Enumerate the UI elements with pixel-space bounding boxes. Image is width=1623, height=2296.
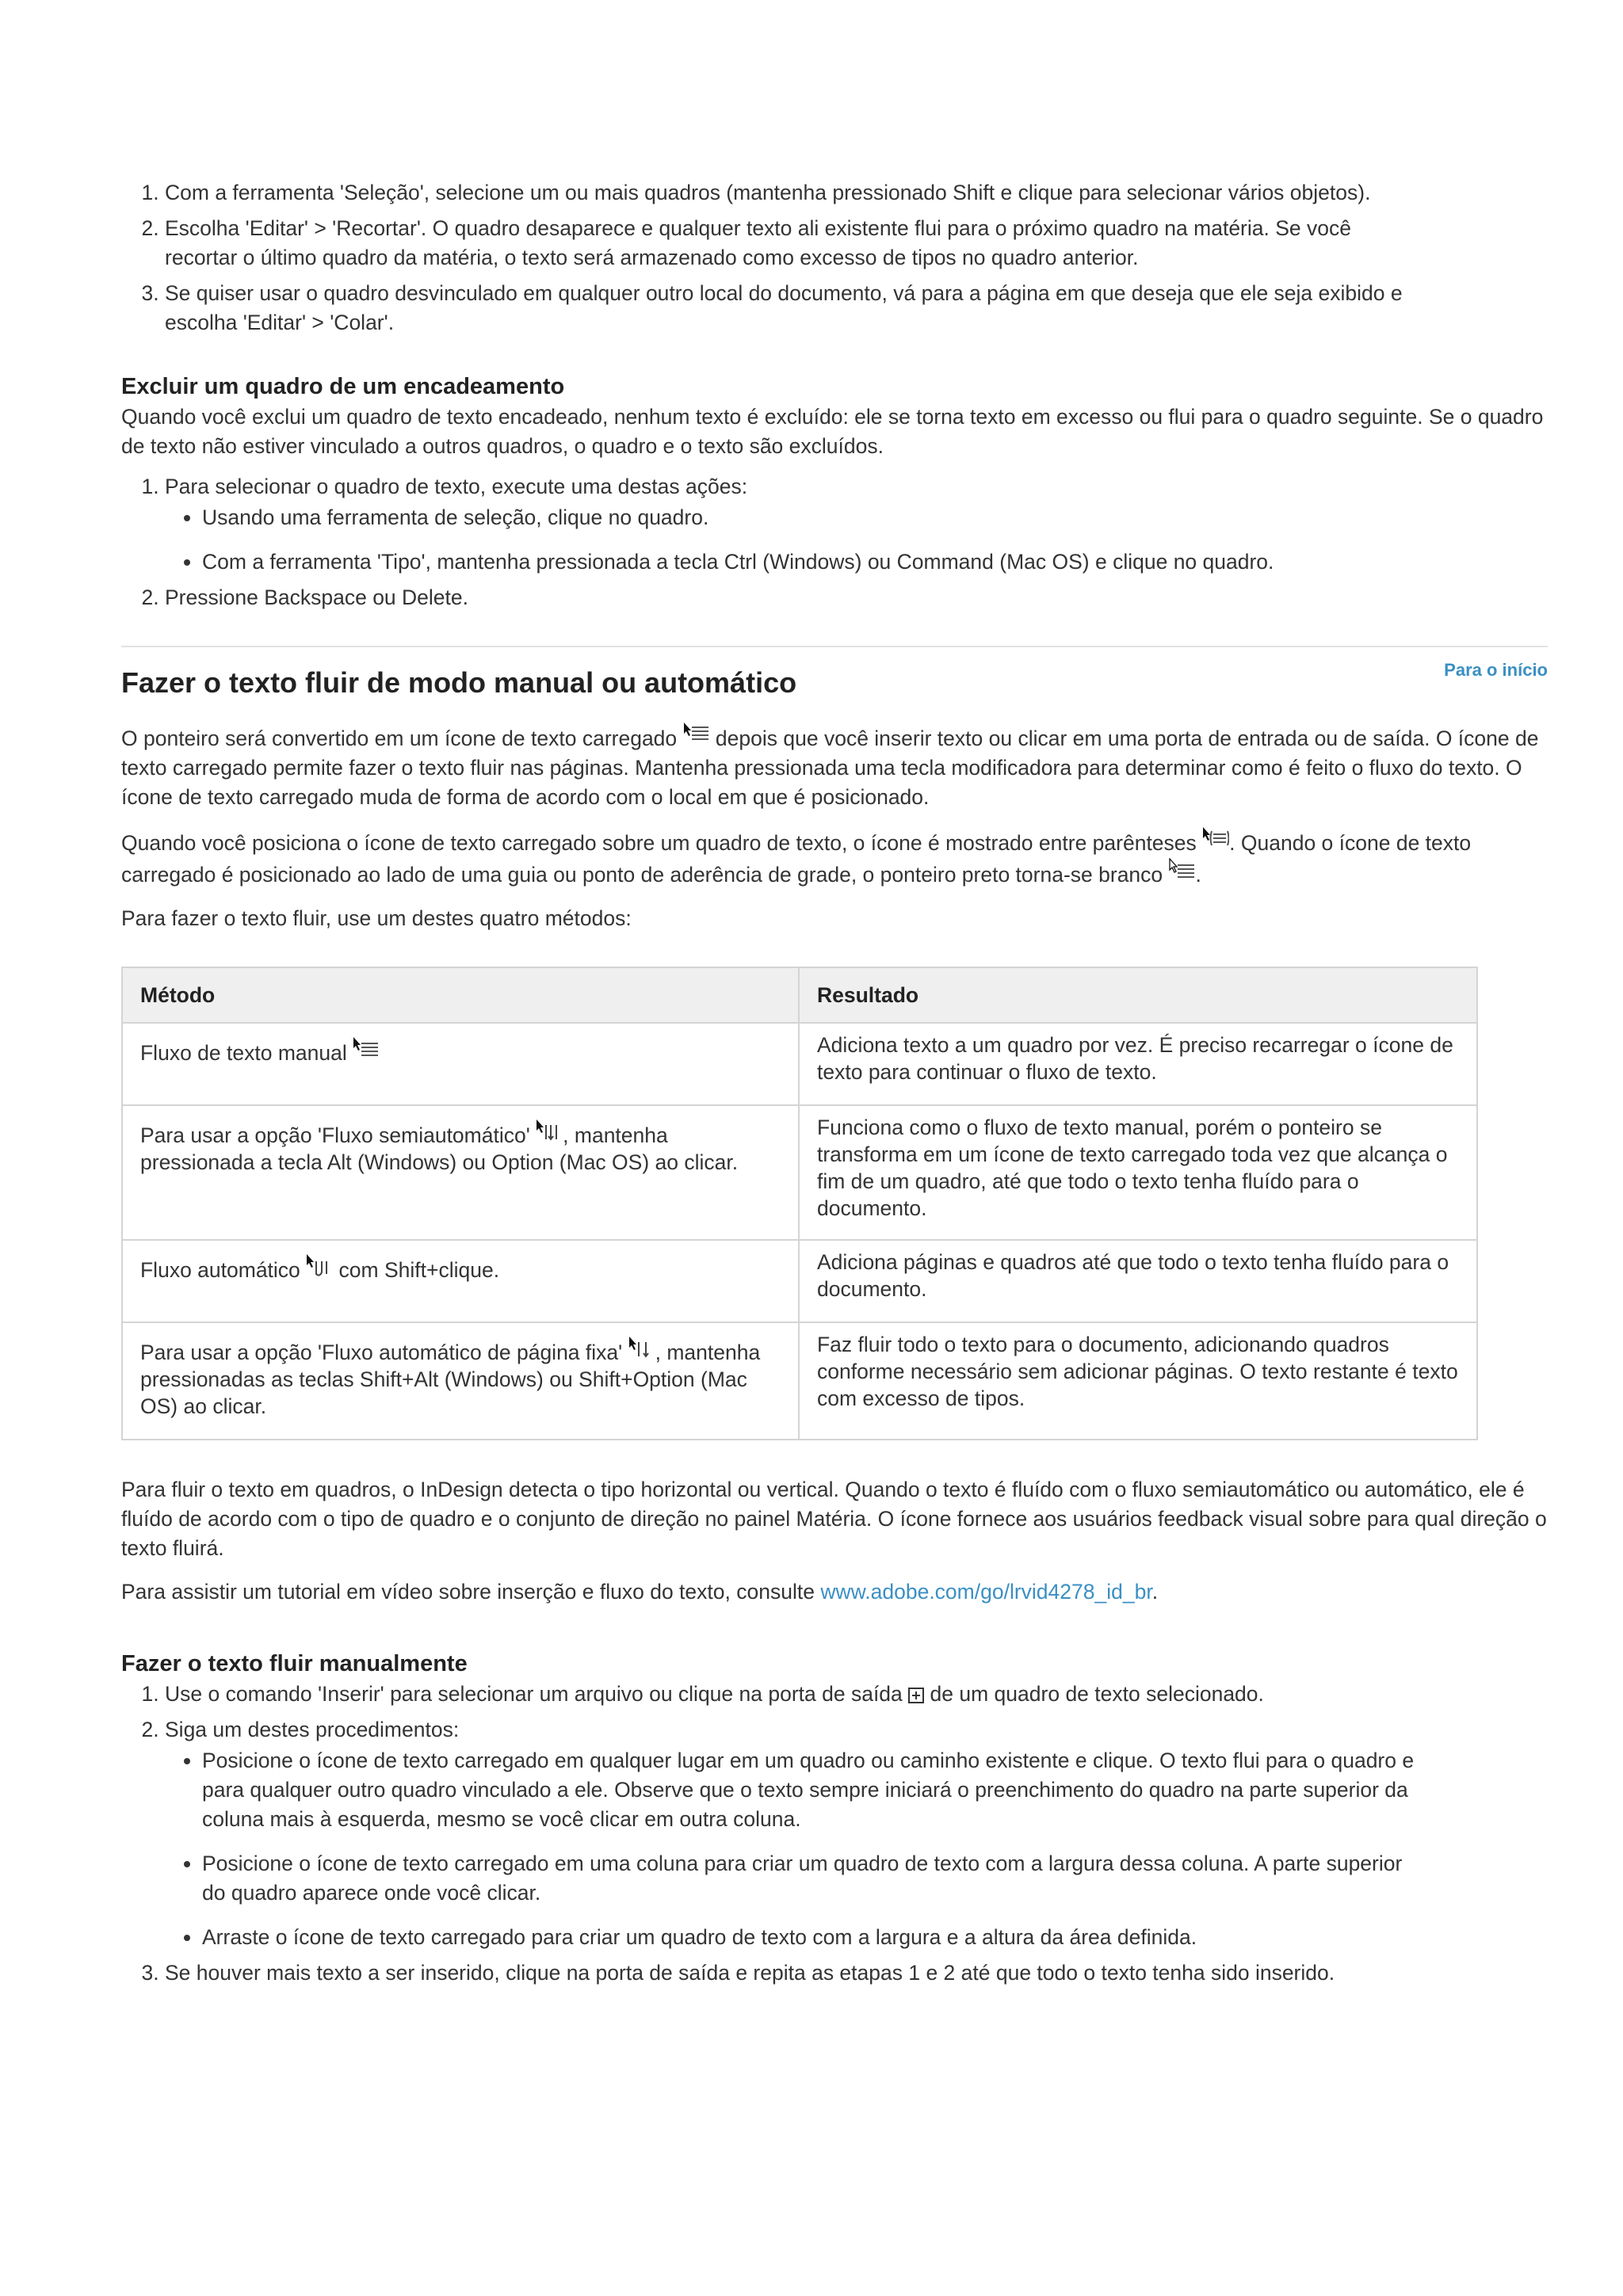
method-cell: Fluxo de texto manual	[122, 1023, 799, 1105]
table-header-row	[122, 967, 1477, 1023]
loaded-text-white-pointer-icon	[1169, 858, 1196, 885]
loaded-text-paragraph: O ponteiro será convertido em um ícone de texto carregado depois que você inserir texto ou clicar em uma porta de entrada ou de saída. O ícone de texto carregado permite fazer o texto fluir nas páginas. Mantenha pressionada uma tecla modificadora para determinar como é feito o fluxo do texto. O ícone de texto carregado muda de forma de acordo com o local em que é posicionado.	[121, 722, 1548, 812]
list-item: 2. Siga um destes procedimentos: • Posicione o ícone de texto carregado em qualquer lugar em um quadro ou caminho existente e clique. O texto flui para o quadro e para qualquer outro quadro vinculado a ele. Observe que o texto sempre iniciará o preenchimento do quadro na parte superior da coluna mais à esquerda, mesmo se você clicar em outra coluna. • Posicione o ícone de texto carregado em uma coluna para criar um quadro de texto com a largura dessa coluna. A parte superior do quadro aparece onde você clicar. • Arraste o ícone de texto carregado para criar um quadro de texto com a largura e a altura da área definida.	[165, 1715, 1548, 1952]
column-header-method: Método	[122, 967, 799, 1023]
step-text: Para selecionar o quadro de texto, execute uma destas ações:	[165, 475, 748, 498]
loaded-text-in-frame-icon	[1202, 826, 1229, 853]
delete-frame-intro: Quando você exclui um quadro de texto encadeado, nenhum texto é excluído: ele se torna texto em excesso ou flui para o quadro seguinte. Se o quadro de texto não estiver vinculado a outros quadros, o quadro e o texto são excluídos.	[121, 405, 1544, 458]
table-row	[122, 1023, 1477, 1105]
table-row	[122, 1240, 1477, 1322]
method-cell: Para usar a opção 'Fluxo semiautomático' , mantenha pressionada a tecla Alt (Windows) ou Option (Mac OS) ao clicar.	[122, 1105, 799, 1240]
result-cell: Adiciona texto a um quadro por vez. É preciso recarregar o ícone de texto para continuar o fluxo de texto.	[799, 1023, 1477, 1105]
content	[121, 178, 1548, 1994]
list-item: • Arraste o ícone de texto carregado para criar um quadro de texto com a largura e a altura da área definida.	[202, 1923, 1423, 1952]
result-cell: Faz fluir todo o texto para o documento, adicionando quadros conforme necessário sem adicionar páginas. O texto restante é texto com excesso de tipos.	[799, 1322, 1477, 1440]
manual-flow-icon	[353, 1036, 380, 1063]
methods-intro: Para fazer o texto fluir, use um destes quatro métodos:	[121, 906, 632, 930]
loaded-icon-states-paragraph: Quando você posiciona o ícone de texto carregado sobre um quadro de texto, o ícone é mostrado entre parênteses . Quando o ícone de texto carregado é posicionado ao lado de uma guia ou ponto de aderência de grade, o ponteiro preto torna-se branco .	[121, 826, 1548, 890]
out-port-icon	[908, 1688, 924, 1703]
method-cell: Fluxo automático com Shift+clique.	[122, 1240, 799, 1322]
list-item	[165, 472, 1548, 577]
manual-flow-heading: Fazer o texto fluir manualmente	[121, 1651, 468, 1676]
placement-options	[165, 1746, 1423, 1952]
cut-frame-steps	[121, 178, 1417, 338]
semi-auto-flow-icon	[536, 1119, 563, 1146]
list-item: • Posicione o ícone de texto carregado em qualquer lugar em um quadro ou caminho existente e clique. O texto flui para o quadro e para qualquer outro quadro vinculado a ele. Observe que o texto sempre iniciará o preenchimento do quadro na parte superior da coluna mais à esquerda, mesmo se você clicar em outra coluna.	[202, 1746, 1423, 1834]
fixed-page-auto-flow-icon	[628, 1336, 655, 1363]
tutorial-paragraph: Para assistir um tutorial em vídeo sobre inserção e fluxo do texto, consulte www.adobe.com/go/lrvid4278_id_br.	[121, 1580, 1159, 1604]
list-item: 2. Pressione Backspace ou Delete.	[165, 583, 1548, 612]
auto-flow-icon	[306, 1253, 333, 1280]
loaded-text-icon	[683, 722, 710, 749]
manual-flow-steps	[121, 1680, 1548, 1988]
list-item: • Usando uma ferramenta de seleção, clique no quadro.	[202, 503, 1548, 532]
table-row	[122, 1322, 1477, 1440]
result-cell: Funciona como o fluxo de texto manual, porém o ponteiro se transforma em um ícone de texto carregado toda vez que alcança o fim de um quadro, até que todo o texto tenha fluído para o documento.	[799, 1105, 1477, 1240]
tutorial-link[interactable]: www.adobe.com/go/lrvid4278_id_br	[820, 1580, 1152, 1604]
back-to-top-link[interactable]: Para o início	[1444, 660, 1548, 680]
method-cell: Para usar a opção 'Fluxo automático de página fixa' , mantenha pressionadas as teclas Shift+Alt (Windows) ou Shift+Option (Mac OS) ao clicar.	[122, 1322, 799, 1440]
column-header-result: Resultado	[799, 967, 1477, 1023]
flow-section-heading: Fazer o texto fluir de modo manual ou automático	[121, 666, 797, 699]
list-item: 2. Escolha 'Editar' > 'Recortar'. O quadro desaparece e qualquer texto ali existente flui para o próximo quadro na matéria. Se você recortar o último quadro da matéria, o texto será armazenado como excesso de tipos no quadro anterior.	[165, 214, 1417, 273]
list-item: 1. Use o comando 'Inserir' para selecionar um arquivo ou clique na porta de saída de um quadro de texto selecionado.	[165, 1680, 1548, 1709]
delete-frame-steps	[121, 472, 1548, 612]
selection-options	[165, 503, 1548, 577]
table-row	[122, 1105, 1477, 1240]
list-item: 1. Com a ferramenta 'Seleção', selecione um ou mais quadros (mantenha pressionado Shift e clique para selecionar vários objetos).	[165, 178, 1417, 208]
list-item: 3. Se quiser usar o quadro desvinculado em qualquer outro local do documento, vá para a página em que deseja que ele seja exibido e escolha 'Editar' > 'Colar'.	[165, 279, 1417, 338]
list-item: • Com a ferramenta 'Tipo', mantenha pressionada a tecla Ctrl (Windows) ou Command (Mac OS) e clique no quadro.	[202, 547, 1548, 577]
list-item: 3. Se houver mais texto a ser inserido, clique na porta de saída e repita as etapas 1 e 2 até que todo o texto tenha sido inserido.	[165, 1958, 1425, 1988]
list-item: • Posicione o ícone de texto carregado em uma coluna para criar um quadro de texto com a largura dessa coluna. A parte superior do quadro aparece onde você clicar.	[202, 1849, 1423, 1908]
flow-methods-table	[121, 967, 1478, 1440]
direction-paragraph: Para fluir o texto em quadros, o InDesign detecta o tipo horizontal ou vertical. Quando o texto é fluído com o fluxo semiautomático ou automático, ele é fluído de acordo com o tipo de quadro e o conjunto de direção no painel Matéria. O ícone fornece aos usuários feedback visual sobre para qual direção o texto fluirá.	[121, 1478, 1547, 1560]
delete-frame-heading: Excluir um quadro de um encadeamento	[121, 374, 565, 399]
result-cell: Adiciona páginas e quadros até que todo o texto tenha fluído para o documento.	[799, 1240, 1477, 1322]
